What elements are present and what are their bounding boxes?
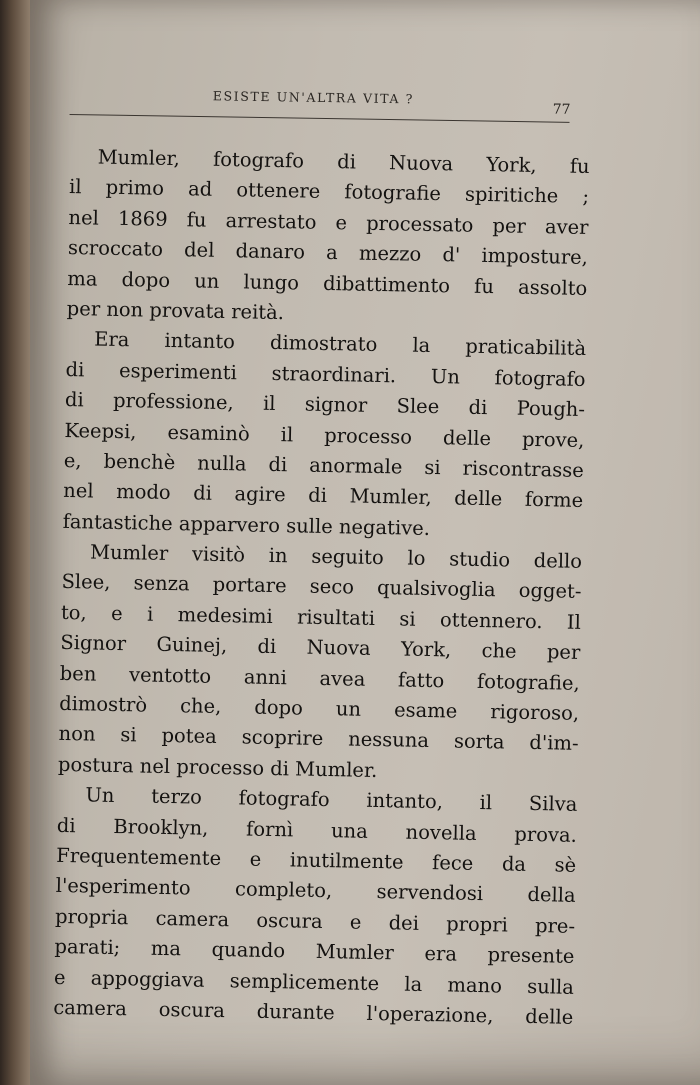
text-line: il primo ad ottenere fotografie spiritiche ; xyxy=(68,175,590,209)
text-line: nel 1869 fu arrestato e processato per aver xyxy=(68,205,589,239)
header-rule xyxy=(70,114,570,123)
text-line: Mumler, fotografo di Nuova York, fu xyxy=(97,145,590,178)
text-line: e, benchè nulla di anormale si riscontrasse xyxy=(63,448,585,482)
text-line: propria camera oscura e dei propri pre- xyxy=(54,904,576,938)
body-text xyxy=(53,142,590,1033)
text-line: postura nel processo di Mumler. xyxy=(57,752,378,782)
page-number: 77 xyxy=(552,101,571,118)
text-line: Slee, senza portare seco qualsivoglia ogget- xyxy=(61,570,582,604)
text-line: Era intanto dimostrato la praticabilità xyxy=(93,327,587,361)
text-line: nel modo di agire di Mumler, delle forme xyxy=(63,479,584,513)
text-line: Un terzo fotografo intanto, il Silva xyxy=(85,783,578,817)
text-line: di professione, il signor Slee di Pough- xyxy=(64,388,586,422)
text-line: fantastiche apparvero sulle negative. xyxy=(62,509,431,540)
text-line: camera oscura durante l'operazione, delle xyxy=(53,995,574,1029)
text-line: Mumler visitò in seguito lo studio dello xyxy=(89,540,583,573)
text-line: Frequentemente e inutilmente fece da sè xyxy=(56,843,577,877)
text-line: e appoggiava semplicemente la mano sulla xyxy=(53,965,575,999)
running-title: ESISTE UN'ALTRA VITA ? xyxy=(212,88,415,107)
text-line: Signor Guinej, di Nuova York, che per xyxy=(60,631,581,665)
text-line: di esperimenti straordinari. Un fotografo xyxy=(65,357,586,391)
text-line: di Brooklyn, fornì una novella prova. xyxy=(56,813,578,847)
text-line: dimostrò che, dopo un esame rigoroso, xyxy=(58,691,580,725)
page-header xyxy=(69,86,575,134)
text-line: l'esperimento completo, servendosi della xyxy=(55,874,576,908)
text-line: ben ventotto anni avea fatto fotografie, xyxy=(59,661,580,695)
text-line: ma dopo un lungo dibattimento fu assolto xyxy=(67,266,588,300)
text-line: to, e i medesimi risultati si ottennero. Il xyxy=(60,600,582,634)
text-line: parati; ma quando Mumler era presente xyxy=(54,935,575,968)
text-line: scroccato del danaro a mezzo d' imposture, xyxy=(67,236,589,270)
text-line: Keepsi, esaminò il processo delle prove, xyxy=(64,418,585,452)
text-line: per non provata reità. xyxy=(66,296,285,325)
text-line: non si potea scoprire nessuna sorta d'im- xyxy=(58,722,579,756)
